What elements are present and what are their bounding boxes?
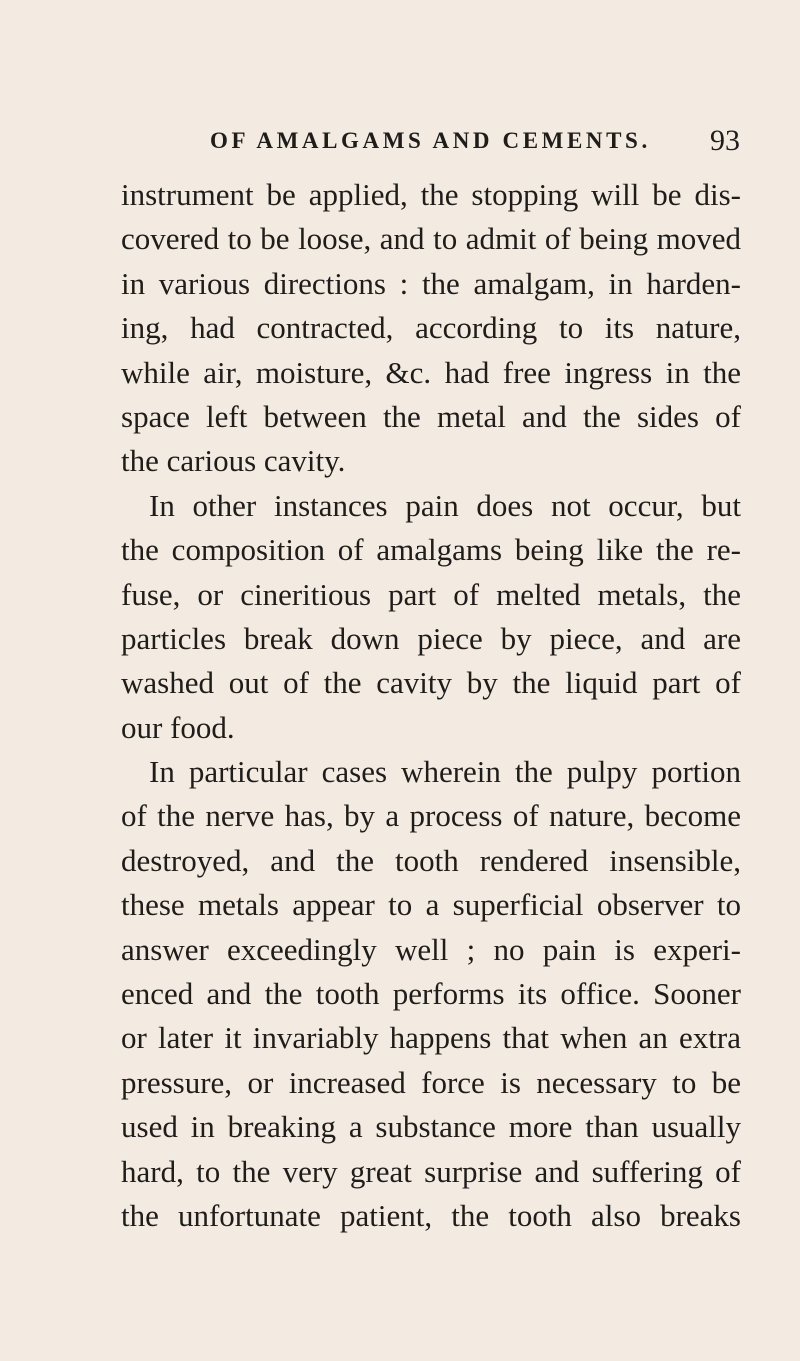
text-line: used in breaking a substance more than usually [121,1109,741,1145]
text-line: or later it invariably happens that when an extra [121,1020,741,1056]
text-line: our food. [121,709,235,745]
page-number: 93 [710,124,740,157]
text-line: of the nerve has, by a process of nature, become [121,798,741,834]
text-line: instrument be applied, the stopping will be dis- [121,177,741,212]
text-line: answer exceedingly well ; no pain is experi- [121,931,741,967]
body-text [121,173,741,1238]
text-line: in various directions : the amalgam, in harden- [121,265,741,301]
text-line: the unfortunate patient, the tooth also breaks [121,1197,741,1233]
paragraph-start-line: In particular cases wherein the pulpy portion [149,754,741,790]
text-line: space left between the metal and the sides of [121,398,741,434]
text-line: enced and the tooth performs its office. Sooner [121,976,741,1012]
text-line: the carious cavity. [121,443,346,479]
text-line: ing, had contracted, according to its nature, [121,310,741,346]
text-line: hard, to the very great surprise and suffering of [121,1153,741,1189]
text-line: destroyed, and the tooth rendered insensible, [121,842,741,878]
text-line: while air, moisture, &c. had free ingress in the [121,354,741,390]
text-line: the composition of amalgams being like the re- [121,532,741,568]
text-line: particles break down piece by piece, and are [121,620,741,656]
text-line: washed out of the cavity by the liquid part of [121,665,741,701]
running-head [210,124,740,168]
text-line: pressure, or increased force is necessary to be [121,1064,741,1100]
text-line: covered to be loose, and to admit of being moved [121,221,741,257]
text-line: fuse, or cineritious part of melted metals, the [121,576,741,612]
running-title: OF AMALGAMS AND CEMENTS. [210,128,651,153]
paragraph-start-line: In other instances pain does not occur, but [149,487,741,523]
text-line: these metals appear to a superficial observer to [121,887,741,923]
